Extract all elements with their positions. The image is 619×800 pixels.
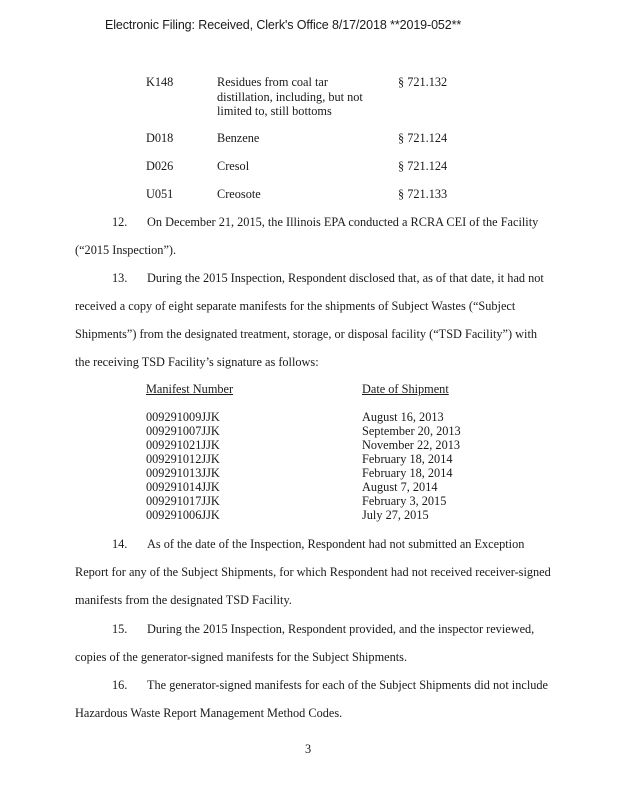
manifest-number: 009291007JJK (146, 424, 220, 438)
paragraph-line: During the 2015 Inspection, Respondent disclosed that, as of that date, it had not (147, 271, 544, 285)
paragraph-line: The generator-signed manifests for each of the Subject Shipments did not include (147, 678, 548, 692)
waste-description-line: Residues from coal tar (217, 75, 328, 89)
column-header-date-of-shipment: Date of Shipment (362, 382, 449, 396)
manifest-number: 009291006JJK (146, 508, 220, 522)
regulation-reference: § 721.133 (398, 187, 448, 201)
paragraph-number: 12. (112, 215, 128, 229)
shipment-date: September 20, 2013 (362, 424, 461, 438)
waste-code: D018 (146, 131, 174, 145)
shipment-date: August 7, 2014 (362, 480, 438, 494)
waste-description: Benzene (217, 131, 260, 145)
shipment-date: July 27, 2015 (362, 508, 429, 522)
shipment-date: August 16, 2013 (362, 410, 444, 424)
waste-code: U051 (146, 187, 174, 201)
shipment-date: February 18, 2014 (362, 466, 453, 480)
waste-description: Creosote (217, 187, 261, 201)
regulation-reference: § 721.124 (398, 159, 448, 173)
paragraph-line: Hazardous Waste Report Management Method Codes. (75, 706, 343, 720)
manifest-number: 009291012JJK (146, 452, 220, 466)
page-number: 3 (305, 742, 312, 756)
paragraph-line: Report for any of the Subject Shipments, for which Respondent had not received receiver-signed (75, 565, 551, 579)
manifest-number: 009291017JJK (146, 494, 220, 508)
paragraph-number: 13. (112, 271, 128, 285)
waste-description (217, 75, 363, 119)
manifest-number: 009291014JJK (146, 480, 220, 494)
paragraph-number: 14. (112, 537, 128, 551)
manifest-number: 009291009JJK (146, 410, 220, 424)
waste-code: D026 (146, 159, 174, 173)
regulation-reference: § 721.124 (398, 131, 448, 145)
waste-description: Cresol (217, 159, 250, 173)
paragraph-line: During the 2015 Inspection, Respondent provided, and the inspector reviewed, (147, 622, 535, 636)
manifest-number: 009291013JJK (146, 466, 220, 480)
filing-stamp-header: Electronic Filing: Received, Clerk's Office 8/17/2018 **2019-052** (105, 18, 462, 32)
waste-description-line: limited to, still bottoms (217, 104, 332, 118)
paragraph-line: (“2015 Inspection”). (75, 243, 177, 257)
paragraph-line: manifests from the designated TSD Facility. (75, 593, 292, 607)
paragraph-line: As of the date of the Inspection, Respondent had not submitted an Exception (147, 537, 525, 551)
regulation-reference: § 721.132 (398, 75, 448, 89)
paragraph-number: 15. (112, 622, 128, 636)
shipment-date: February 18, 2014 (362, 452, 453, 466)
waste-code: K148 (146, 75, 174, 89)
paragraph-line: copies of the generator-signed manifests for the Subject Shipments. (75, 650, 408, 664)
shipment-date: February 3, 2015 (362, 494, 447, 508)
shipment-date: November 22, 2013 (362, 438, 461, 452)
column-header-manifest-number: Manifest Number (146, 382, 234, 396)
paragraph-line: On December 21, 2015, the Illinois EPA conducted a RCRA CEI of the Facility (147, 215, 539, 229)
manifest-number: 009291021JJK (146, 438, 220, 452)
paragraph-line: the receiving TSD Facility’s signature as follows: (75, 355, 319, 369)
paragraph-number: 16. (112, 678, 128, 692)
paragraph-line: Shipments”) from the designated treatment, storage, or disposal facility (“TSD Facility”) with (75, 327, 538, 341)
paragraph-line: received a copy of eight separate manifests for the shipments of Subject Wastes (“Subject (75, 299, 516, 313)
waste-description-line: distillation, including, but not (217, 89, 363, 104)
